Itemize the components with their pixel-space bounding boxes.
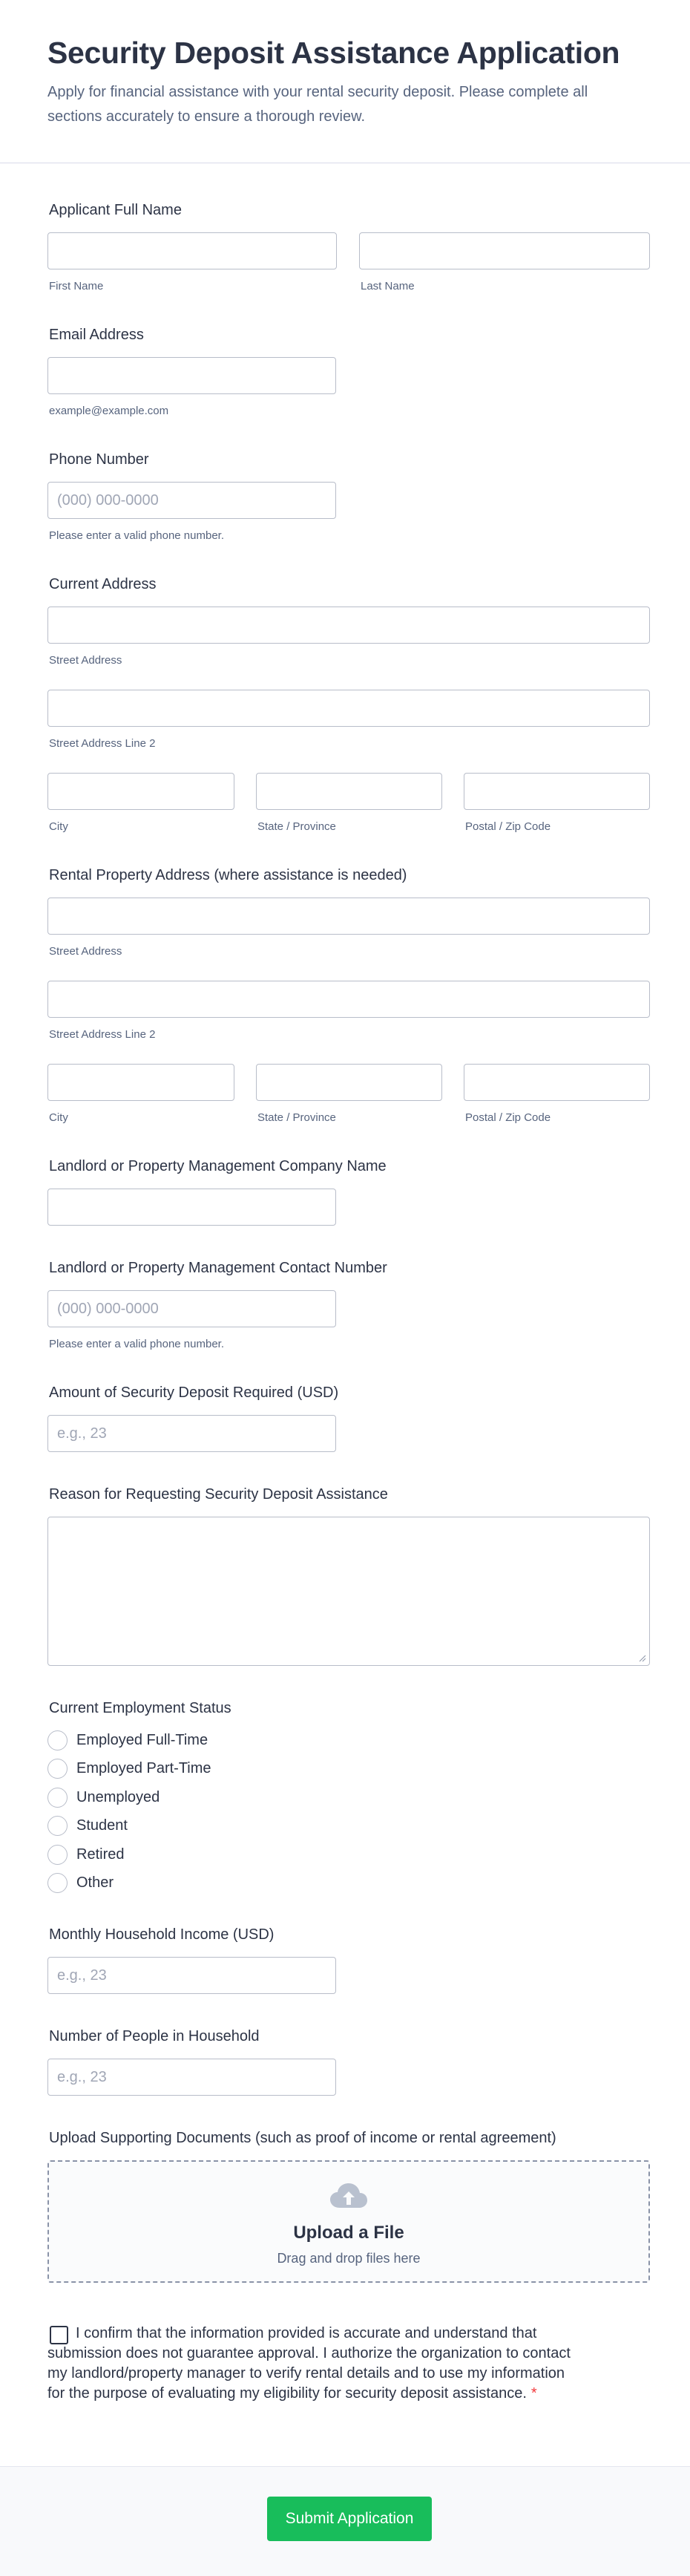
radio-label: Unemployed (76, 1788, 160, 1805)
radio-label: Employed Full-Time (76, 1731, 208, 1748)
resize-grip-icon[interactable] (639, 1655, 646, 1662)
phone-label: Phone Number (49, 451, 149, 468)
radio-label: Employed Part-Time (76, 1759, 211, 1776)
email-sublabel: example@example.com (49, 405, 169, 417)
email-label: Email Address (49, 327, 144, 343)
form-header (0, 0, 690, 163)
current-zip-input[interactable] (464, 773, 650, 810)
rental-state-sublabel: State / Province (257, 1111, 336, 1124)
landlord-name-label: Landlord or Property Management Company Name (49, 1158, 387, 1174)
consent-text (47, 2324, 582, 2404)
upload-title: Upload a File (293, 2223, 404, 2243)
landlord-phone-label: Landlord or Property Management Contact Number (49, 1260, 387, 1276)
employment-option[interactable] (47, 1843, 124, 1866)
rental-address-label: Rental Property Address (where assistance is needed) (49, 867, 407, 883)
reason-label: Reason for Requesting Security Deposit Assistance (49, 1486, 388, 1503)
page-subtitle: Apply for financial assistance with your rental security deposit. Please complete all sections accurately to ensure a thorough review. (47, 84, 588, 125)
radio-circle-icon[interactable] (47, 1759, 68, 1779)
employment-option[interactable] (47, 1757, 211, 1779)
deposit-amount-input[interactable] (47, 1415, 336, 1452)
consent-statement: I confirm that the information provided is accurate and understand that submission does not guarantee approval. I authorize the organization to contact my landlord/property manager to verify rental details and to use my information for the purpose of evaluating my eligibility for security deposit assistance. (47, 2325, 571, 2402)
radio-circle-icon[interactable] (47, 1788, 68, 1808)
employment-label: Current Employment Status (49, 1700, 231, 1716)
rental-city-sublabel: City (49, 1111, 68, 1124)
rental-street2-input[interactable] (47, 981, 650, 1018)
full-name-label: Applicant Full Name (49, 202, 182, 218)
current-street-input[interactable] (47, 607, 650, 644)
radio-circle-icon[interactable] (47, 1845, 68, 1865)
rental-street-sublabel: Street Address (49, 945, 122, 958)
first-name-input[interactable] (47, 232, 337, 269)
current-street2-sublabel: Street Address Line 2 (49, 737, 156, 750)
rental-street2-sublabel: Street Address Line 2 (49, 1028, 156, 1041)
radio-circle-icon[interactable] (47, 1730, 68, 1750)
last-name-input[interactable] (359, 232, 650, 269)
current-city-input[interactable] (47, 773, 234, 810)
income-label: Monthly Household Income (USD) (49, 1926, 275, 1943)
page-title: Security Deposit Assistance Application (47, 36, 620, 70)
current-state-sublabel: State / Province (257, 820, 336, 833)
rental-zip-sublabel: Postal / Zip Code (465, 1111, 551, 1124)
current-state-input[interactable] (256, 773, 442, 810)
current-city-sublabel: City (49, 820, 68, 833)
landlord-phone-sublabel: Please enter a valid phone number. (49, 1338, 224, 1350)
household-label: Number of People in Household (49, 2028, 260, 2044)
radio-label: Other (76, 1874, 114, 1891)
required-asterisk: * (530, 2385, 537, 2402)
employment-option[interactable] (47, 1871, 114, 1894)
reason-textarea[interactable] (47, 1517, 650, 1666)
radio-label: Retired (76, 1846, 125, 1863)
rental-state-input[interactable] (256, 1064, 442, 1101)
file-upload-dropzone[interactable] (47, 2160, 650, 2283)
email-input[interactable] (47, 357, 336, 394)
rental-street-input[interactable] (47, 898, 650, 935)
deposit-amount-label: Amount of Security Deposit Required (USD) (49, 1385, 339, 1401)
phone-sublabel: Please enter a valid phone number. (49, 529, 224, 542)
employment-option[interactable] (47, 1814, 128, 1837)
upload-label: Upload Supporting Documents (such as proof of income or rental agreement) (49, 2130, 556, 2146)
employment-option[interactable] (47, 1729, 208, 1751)
current-street-sublabel: Street Address (49, 654, 122, 667)
first-name-sublabel: First Name (49, 280, 104, 292)
radio-label: Student (76, 1817, 128, 1834)
household-input[interactable] (47, 2059, 336, 2096)
radio-circle-icon[interactable] (47, 1873, 68, 1893)
landlord-name-input[interactable] (47, 1189, 336, 1226)
income-input[interactable] (47, 1957, 336, 1994)
current-street2-input[interactable] (47, 690, 650, 727)
form-footer (0, 2466, 690, 2576)
upload-subtitle: Drag and drop files here (277, 2251, 421, 2266)
submit-button[interactable]: Submit Application (267, 2497, 432, 2541)
cloud-upload-icon (329, 2183, 368, 2209)
radio-circle-icon[interactable] (47, 1816, 68, 1836)
current-zip-sublabel: Postal / Zip Code (465, 820, 551, 833)
phone-input[interactable] (47, 482, 336, 519)
landlord-phone-input[interactable] (47, 1290, 336, 1327)
current-address-label: Current Address (49, 576, 157, 592)
rental-zip-input[interactable] (464, 1064, 650, 1101)
employment-option[interactable] (47, 1786, 160, 1808)
rental-city-input[interactable] (47, 1064, 234, 1101)
last-name-sublabel: Last Name (361, 280, 415, 292)
